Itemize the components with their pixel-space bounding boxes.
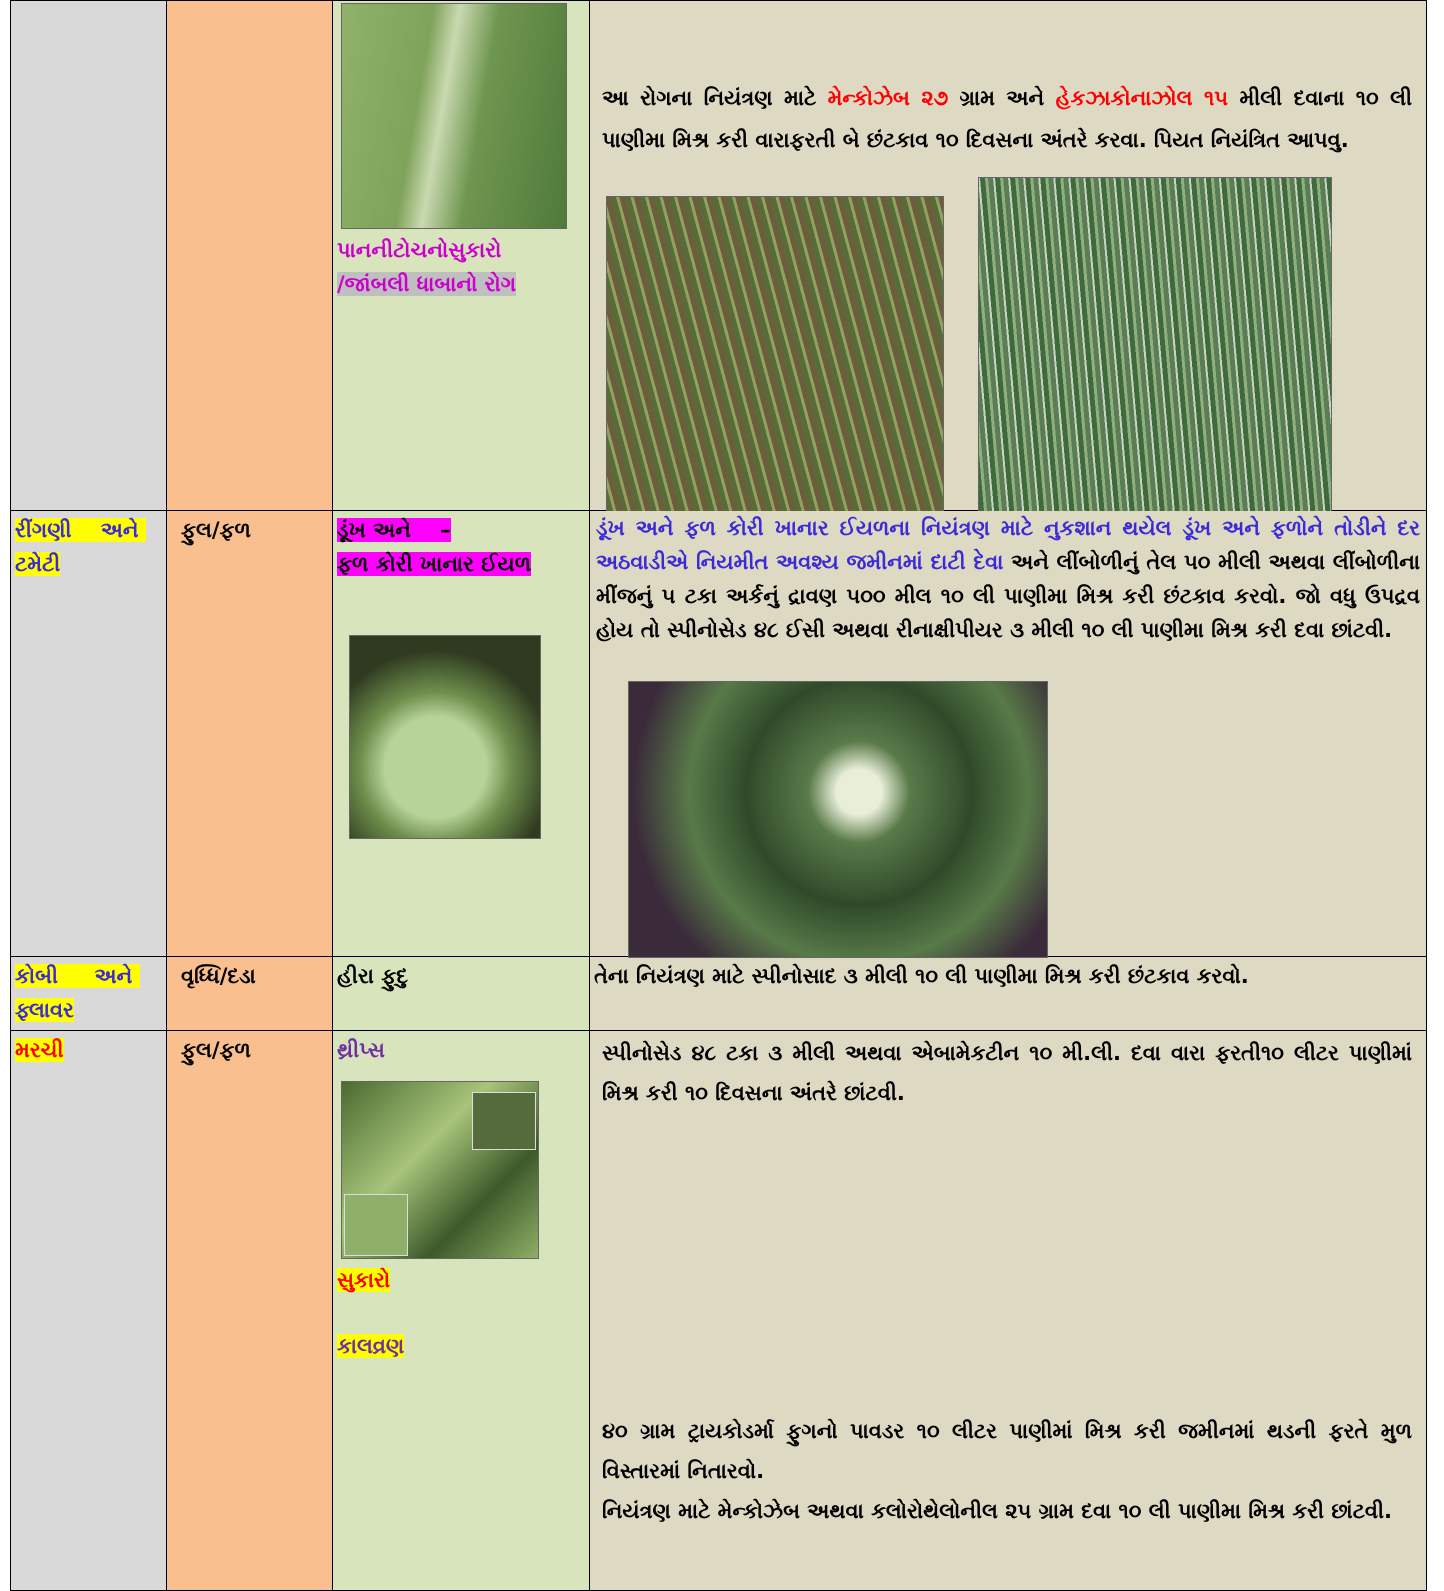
onion-field-photo-2 <box>978 177 1332 512</box>
onion-leaf-photo <box>341 3 567 229</box>
stage-name: ફુલ/ફળ <box>181 1038 251 1062</box>
table-row <box>11 957 1427 1031</box>
pest-name-wilt: સુકારો <box>337 1268 391 1292</box>
infested-fruit-photo <box>628 681 1048 958</box>
pest-cell <box>333 511 590 957</box>
tomato-borer-photo <box>349 635 541 839</box>
table-row <box>11 511 1427 957</box>
pest-control-table <box>10 0 1427 1591</box>
remedy-text: આ રોગના નિયંત્રણ માટે મેન્કોઝેબ ૨૭ ગ્રામ અને હેકઝાકોનાઝોલ ૧૫ મીલી દવાના ૧૦ લી પાણીમા મિશ્ર કરી વારાફરતી બે છંટકાવ ૧૦ દિવસના અંતરે કરવા. પિયત નિયંત્રિત આપવુ. <box>602 86 1412 152</box>
pest-name: હીરા ફુદુ <box>337 964 408 988</box>
thrips-inset-photo <box>472 1092 536 1150</box>
table-row <box>11 1031 1427 1591</box>
pest-name-line1: પાનનીટોચનોસુકારો <box>337 238 502 262</box>
remedy-text: ડૂંખ અને ફળ કોરી ખાનાર ઈયળના નિયંત્રણ માટે નુકશાન થયેલ ડૂંખ અને ફળોને તોડીને દર અઠવાડીએ નિયમીત અવશ્ય જમીનમાં દાટી દેવા અને લીંબોળીનું તેલ ૫૦ મીલી અથવા લીંબોળીના મીંજનું ૫ ટકા અર્કનું દ્રાવણ ૫૦૦ મીલ ૧૦ લી પાણીમા મિશ્ર કરી છંટકાવ કરવો. જો વધુ ઉપદ્રવ હોય તો સ્પીનોસેડ ૪૮ ઈસી અથવા રીનાક્ષીપીયર ૩ મીલી ૧૦ લી પાણીમા મિશ્ર કરી દવા છાંટવી. <box>596 516 1420 642</box>
remedy-text-wilt: ૪૦ ગ્રામ ટ્રાયકોડર્મા ફુગનો પાવડર ૧૦ લીટર પાણીમાં મિશ્ર કરી જમીનમાં થડની ફરતે મુળ વિસ્તારમાં નિતારવો. <box>602 1419 1412 1483</box>
remedy-text: તેના નિયંત્રણ માટે સ્પીનોસાદ ૩ મીલી ૧૦ લી પાણીમા મિશ્ર કરી છંટકાવ કરવો. <box>594 964 1249 988</box>
remedy-cell <box>590 511 1427 957</box>
pest-name-line2: /જાંબલી ધાબાનો રોગ <box>337 272 517 296</box>
table-row <box>11 1 1427 511</box>
stage-cell <box>167 1 333 511</box>
onion-field-photo-1 <box>606 196 944 512</box>
crop-name: રીંગણી અને ટમેટી <box>15 518 146 576</box>
crop-cell <box>11 511 167 957</box>
remedy-cell <box>590 1031 1427 1591</box>
crop-cell <box>11 1031 167 1591</box>
crop-cell <box>11 957 167 1031</box>
remedy-text-anthracnose: નિયંત્રણ માટે મેન્કોઝેબ અથવા કલોરોથેલોનીલ ૨૫ ગ્રામ દવા ૧૦ લી પાણીમા મિશ્ર કરી છાંટવી. <box>602 1499 1392 1523</box>
stage-name: વૃધ્ધિ/દડા <box>181 964 256 988</box>
pest-name-thrips: થ્રીપ્સ <box>337 1038 385 1062</box>
remedy-text-thrips: સ્પીનોસેડ ૪૮ ટકા ૩ મીલી અથવા એબામેકટીન ૧૦ મી.લી. દવા વારા ફરતી૧૦ લીટર પાણીમાં મિશ્ર કરી ૧૦ દિવસના અંતરે છાંટવી. <box>602 1041 1412 1105</box>
crop-name: કોબી અને ફ્લાવર <box>15 964 140 1022</box>
crop-cell <box>11 1 167 511</box>
pest-name-line2: ફળ કોરી ખાનાર ઈયળ <box>337 552 532 576</box>
pest-cell <box>333 1031 590 1591</box>
stage-name: ફુલ/ફળ <box>181 518 251 542</box>
pest-cell <box>333 1 590 511</box>
stage-cell <box>167 1031 333 1591</box>
thrips-inset-photo <box>344 1194 408 1256</box>
stage-cell <box>167 957 333 1031</box>
pest-name-line1: ડૂંખ અને – <box>337 518 451 542</box>
crop-name: મરચી <box>15 1038 64 1062</box>
pest-name-anthracnose: કાલવ્રણ <box>337 1334 405 1358</box>
thrips-photo <box>341 1081 539 1259</box>
remedy-cell <box>590 1 1427 511</box>
stage-cell <box>167 511 333 957</box>
remedy-cell <box>590 957 1427 1031</box>
pest-cell <box>333 957 590 1031</box>
